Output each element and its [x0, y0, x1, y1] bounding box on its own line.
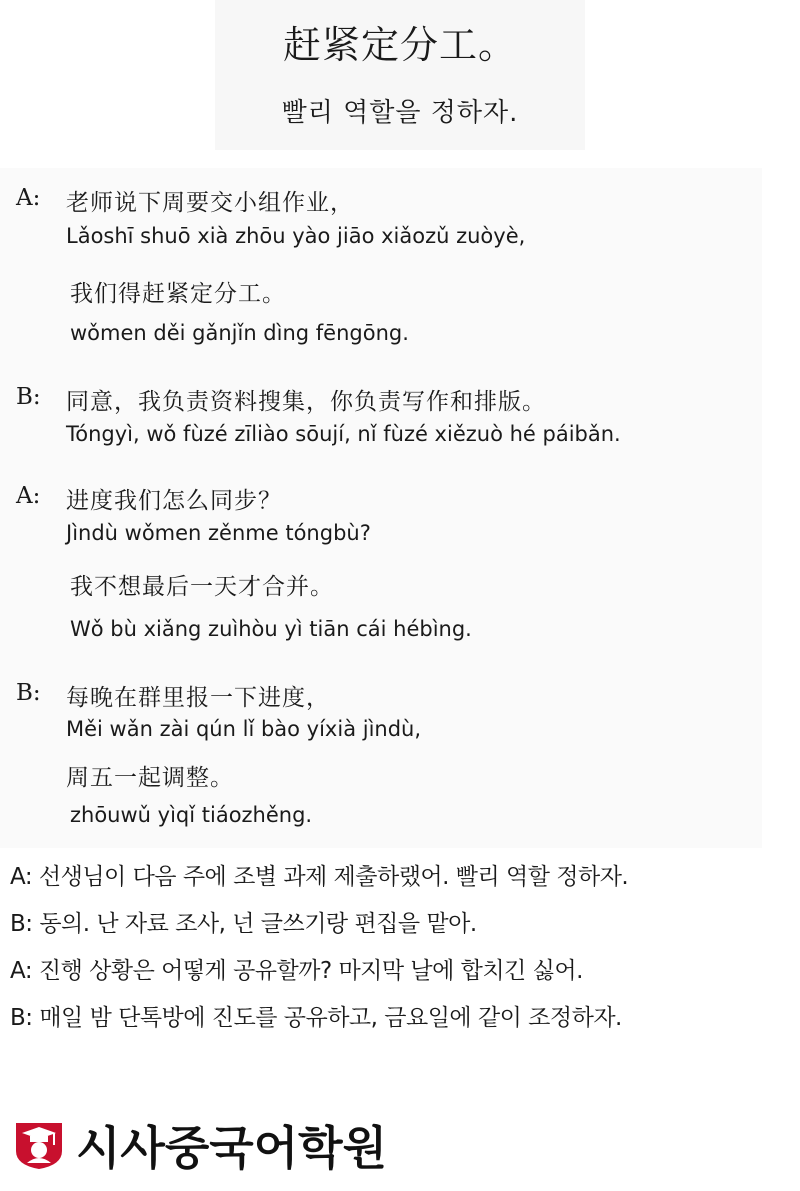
- speaker-label: A:: [16, 185, 41, 211]
- pinyin-line: Jìndù wǒmen zěnme tóngbù?: [66, 521, 371, 545]
- chinese-line: 老师说下周要交小组作业，: [66, 190, 354, 216]
- chinese-line: 我们得赶紧定分工。: [70, 281, 286, 307]
- korean-translation: B: 동의. 난 자료 조사, 넌 글쓰기랑 편집을 맡아.: [10, 911, 477, 937]
- chinese-line: 同意，我负责资料搜集，你负责写作和排版。: [66, 389, 546, 415]
- brand-logo-text: 시사중국어학원: [76, 1121, 388, 1175]
- korean-translation: B: 매일 밤 단톡방에 진도를 공유하고, 금요일에 같이 조정하자.: [10, 1005, 622, 1031]
- pinyin-line: Tóngyì, wǒ fùzé zīliào sōují, nǐ fùzé xiězuò hé páibǎn.: [66, 422, 621, 446]
- chinese-line: 每晚在群里报一下进度，: [66, 685, 330, 711]
- pinyin-line: Měi wǎn zài qún lǐ bào yíxià jìndù,: [66, 717, 422, 741]
- korean-translation: A: 진행 상황은 어떻게 공유할까? 마지막 날에 합치긴 싫어.: [10, 958, 583, 984]
- page-title: 赶紧定分工。: [282, 23, 517, 67]
- pinyin-line: Wǒ bù xiǎng zuìhòu yì tiān cái hébìng.: [70, 617, 472, 641]
- speaker-label: B:: [16, 384, 41, 410]
- chinese-line: 周五一起调整。: [66, 765, 234, 791]
- korean-translation: A: 선생님이 다음 주에 조별 과제 제출하랬어. 빨리 역할 정하자.: [10, 864, 629, 890]
- chinese-line: 我不想最后一天才合并。: [70, 574, 334, 600]
- chinese-line: 进度我们怎么同步？: [66, 488, 282, 514]
- speaker-label: A:: [16, 483, 41, 509]
- speaker-label: B:: [16, 680, 41, 706]
- pinyin-line: wǒmen děi gǎnjǐn dìng fēngōng.: [70, 321, 409, 345]
- graduation-cap-emblem-icon: [12, 1117, 66, 1171]
- pinyin-line: Lǎoshī shuō xià zhōu yào jiāo xiǎozǔ zuòyè,: [66, 224, 526, 248]
- pinyin-line: zhōuwǔ yìqǐ tiáozhěng.: [70, 803, 313, 827]
- page-subtitle: 빨리 역할을 정하자.: [281, 98, 519, 128]
